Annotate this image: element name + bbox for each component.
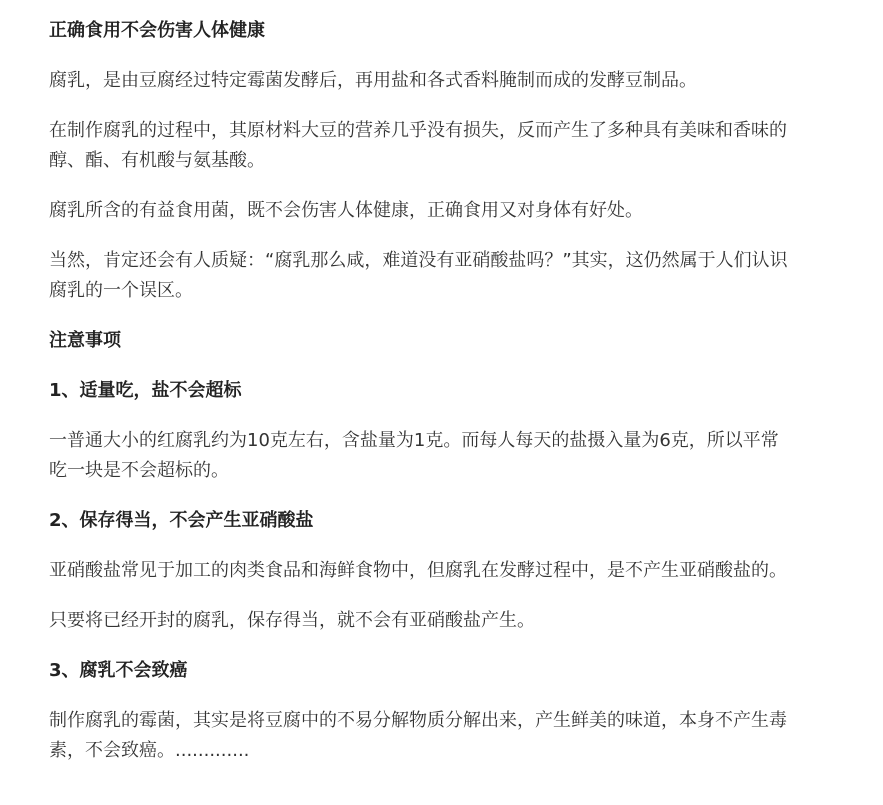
paragraph-item-1: 一普通大小的红腐乳约为10克左右，含盐量为1克。而每人每天的盐摄入量为6克，所以平常吃一块是不会超标的。 <box>49 430 779 481</box>
item-heading-3: 3、腐乳不会致癌 <box>49 660 188 681</box>
item-heading-2: 2、保存得当，不会产生亚硝酸盐 <box>49 510 314 531</box>
item-heading-1: 1、适量吃，盐不会超标 <box>49 380 242 401</box>
article-body <box>49 16 789 766</box>
paragraph-intro-2: 在制作腐乳的过程中，其原材料大豆的营养几乎没有损失，反而产生了多种具有美味和香味的醇、酯、有机酸与氨基酸。 <box>49 120 787 171</box>
paragraph-item-2a: 亚硝酸盐常见于加工的肉类食品和海鲜食物中，但腐乳在发酵过程中，是不产生亚硝酸盐的。 <box>49 560 787 581</box>
paragraph-intro-3: 腐乳所含的有益食用菌，既不会伤害人体健康，正确食用又对身体有好处。 <box>49 200 643 221</box>
paragraph-item-3: 制作腐乳的霉菌，其实是将豆腐中的不易分解物质分解出来，产生鲜美的味道，本身不产生毒素，不会致癌。............. <box>49 710 787 761</box>
article-title: 正确食用不会伤害人体健康 <box>49 20 265 41</box>
paragraph-item-2b: 只要将已经开封的腐乳，保存得当，就不会有亚硝酸盐产生。 <box>49 610 535 631</box>
paragraph-intro-1: 腐乳，是由豆腐经过特定霉菌发酵后，再用盐和各式香料腌制而成的发酵豆制品。 <box>49 70 697 91</box>
paragraph-intro-4: 当然，肯定还会有人质疑：“腐乳那么咸，难道没有亚硝酸盐吗？”其实，这仍然属于人们认识腐乳的一个误区。 <box>49 250 788 301</box>
section-heading-notes: 注意事项 <box>49 330 121 351</box>
